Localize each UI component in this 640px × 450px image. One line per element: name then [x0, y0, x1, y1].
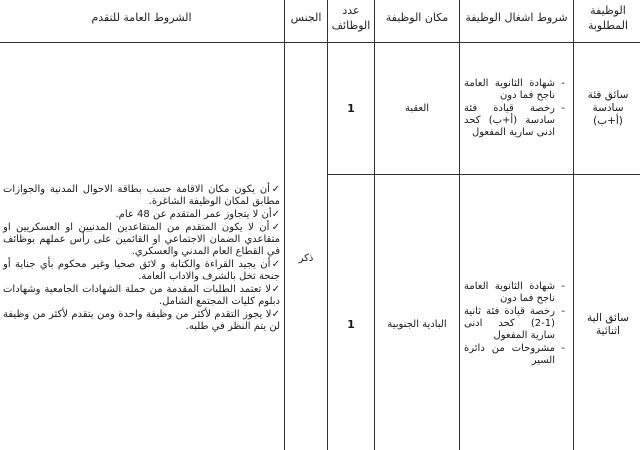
requirements-cell [460, 175, 574, 450]
general-terms-cell [0, 43, 285, 450]
table-row [0, 43, 640, 175]
term-item: ✓أن يجيد القراءة والكتابة و لائق صحيا وغير محكوم بأي جناية أو جنحة تخل بالشرف والاداب العامة. [3, 258, 280, 282]
term-item: ✓أن يكون مكان الاقامة حسب بطاقة الاحوال المدنية والجوازات مطابق لمكان الوظيفة الشاغرة. [3, 183, 280, 207]
term-item: ✓لا يجوز التقدم لأكثر من وظيفة واحدة ومن يتقدم لأكثر من وظيفة لن يتم النظر في طلبه. [3, 308, 280, 332]
count-cell: 1 [328, 43, 375, 175]
job-title-cell: سائق فئة سادسة (أ+ب) [574, 43, 640, 175]
requirement-item: - شهادة الثانوية العامة ناجح فما دون [464, 78, 555, 102]
header-location: مكان الوظيفة [375, 0, 460, 43]
job-title-cell: سائق الية اثنائية [574, 175, 640, 450]
requirement-item: - رخصة قيادة فئة ثانية (1-2) كحد ادنى سارية المفعول [464, 306, 555, 342]
location-cell: البادية الجنوبية [375, 175, 460, 450]
term-item: ✓لا تعتمد الطلبات المقدمة من حملة الشهادات الجامعية وشهادات دبلوم كليات المجتمع الشامل. [3, 283, 280, 307]
header-general-terms: الشروط العامة للتقدم [0, 0, 285, 43]
term-item: ✓أن لا يتجاوز عمر المتقدم عن 48 عام. [115, 208, 280, 220]
requirement-item: - شهادة الثانوية العامة ناجح فما دون [464, 281, 555, 305]
count-cell: 1 [328, 175, 375, 450]
header-gender: الجنس [285, 0, 328, 43]
term-item: ✓أن لا يكون المتقدم من المتقاعدين المدنيين او العسكريين او متقاعدي الضمان الاجتماعي او القائمين على رأس عملهم بوظائف في القطاع العام المدني والعسكري. [3, 221, 280, 257]
requirement-item: - رخصة قيادة فئة سادسة (أ+ب) كحد ادنى سارية المفعول [464, 103, 555, 139]
header-row [0, 0, 640, 43]
header-count: عدد الوظائف [328, 0, 375, 43]
requirement-item: - مشروحات من دائرة السير [464, 343, 555, 367]
header-job: الوظيفة المطلوبة [574, 0, 640, 43]
gender-cell: ذكر [285, 43, 328, 450]
location-cell: العقبة [375, 43, 460, 175]
requirements-cell [460, 43, 574, 175]
header-requirements: شروط اشغال الوظيفة [460, 0, 574, 43]
